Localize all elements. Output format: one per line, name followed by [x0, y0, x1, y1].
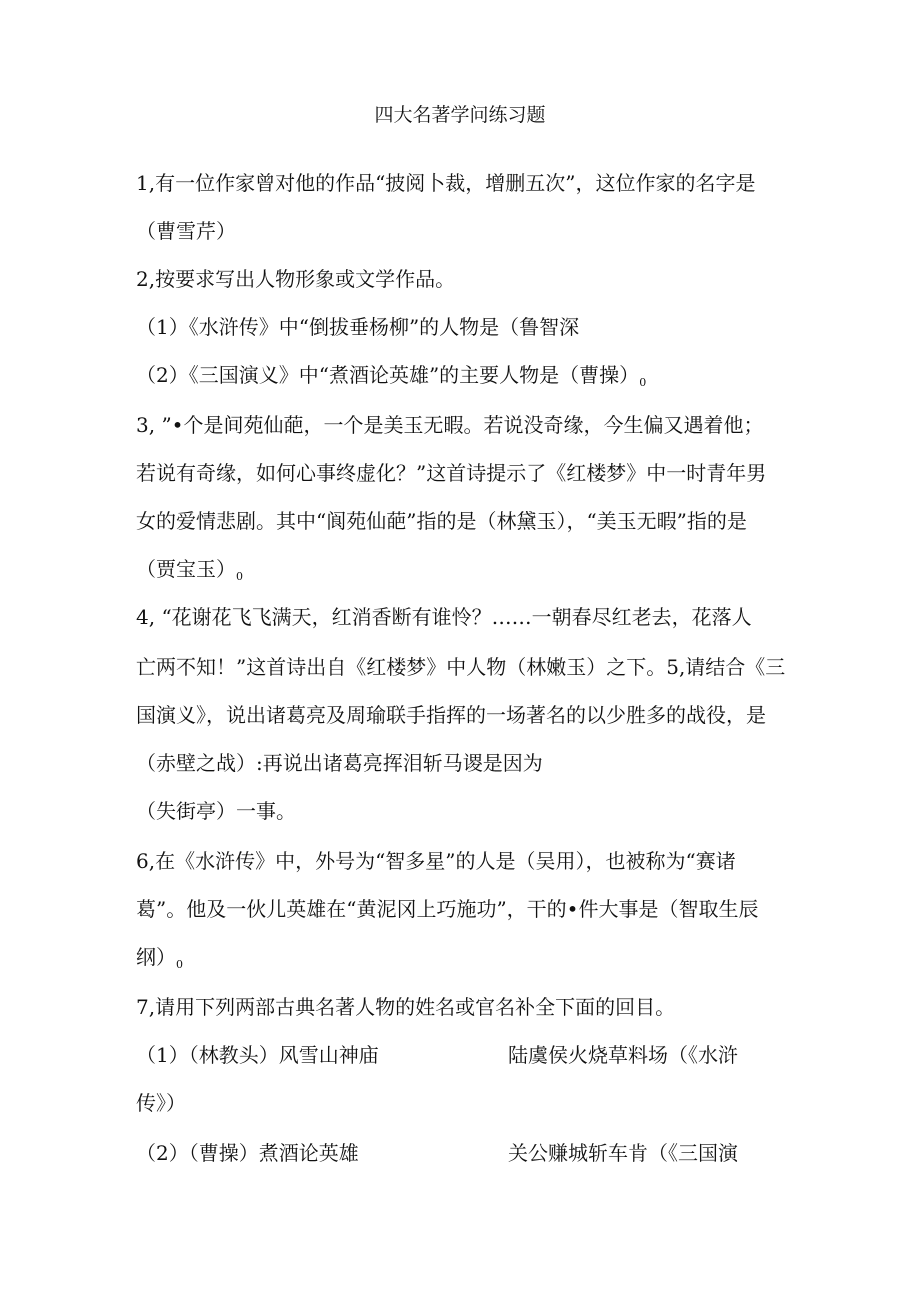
- q7-item2: （2）（曹操）煮酒论英雄: [136, 1141, 359, 1165]
- q6-line3: [136, 942, 183, 980]
- trail-mark: 0: [236, 570, 243, 583]
- document-title: 四大名著学问练习题: [374, 104, 546, 126]
- q5-line4: （失街亭）一事。: [136, 799, 296, 823]
- q1-line2: （曹雪芹）: [136, 219, 236, 243]
- trail-mark: 0: [639, 376, 647, 389]
- q6-line2: 葛”。他及一伙儿英雄在“黄泥冈上巧施功”，干的•件大事是（智取生辰: [136, 897, 759, 921]
- q7-item1-right: 陆虞侯火烧草料场（《水浒: [508, 1043, 738, 1067]
- q6-line1: 6,在《水浒传》中，外号为“智多星”的人是（吴用），也被称为“赛诸: [136, 849, 736, 873]
- q2-item2-text: （2）《三国演义》中“煮酒论英雄”的主要人物是（曹操）: [136, 363, 640, 387]
- q1-line1: 1,有一位作家曾对他的作品“披阅卜裁，增删五次”，这位作家的名字是: [136, 171, 756, 195]
- q7-line1: 7,请用下列两部古典名著人物的姓名或官名补全下面的回目。: [136, 995, 676, 1019]
- trail-mark: 0: [176, 958, 183, 971]
- q3-line3: 女的爱情悲剧。其中“阆苑仙葩”指的是（林黛玉），“美玉无暇”指的是: [136, 509, 747, 533]
- q3-line4: [136, 554, 243, 592]
- q2-item1: （1）《水浒传》中“倒拔垂杨柳”的人物是（鲁智深: [136, 315, 580, 339]
- q7-item2-right: 关公赚城斩车肯（《三国演: [508, 1141, 738, 1165]
- q3-line2: 若说有奇缘，如何心事终虚化？”这首诗提示了《红楼梦》中一时青年男: [136, 461, 767, 485]
- q4-line1: 4, “花谢花飞飞满天，红消香断有谁怜？……一朝春尽红老去，花落人: [136, 605, 752, 629]
- q2-line1: 2,按要求写出人物形象或文学作品。: [136, 267, 456, 291]
- q7-item1: （1）（林教头）风雪山神庙: [136, 1043, 379, 1067]
- q3-line4-text: （贾宝玉）: [136, 557, 236, 581]
- q2-item2: [136, 360, 646, 398]
- q4-line2: 亡两不知！”这首诗出自《红楼梦》中人物（林嫩玉）之下。5,请结合《三: [136, 655, 786, 679]
- q6-line3-text: 纲）: [136, 945, 176, 969]
- q3-line1: 3, ”•个是间苑仙葩，一个是美玉无暇。若说没奇缘，今生偏又遇着他；: [136, 413, 764, 437]
- q7-item1-cont: 传》）: [136, 1091, 186, 1115]
- q5-line2: 国演义》，说出诸葛亮及周瑜联手指挥的一场著名的以少胜多的战役，是: [136, 703, 766, 727]
- q5-line3: （赤壁之战）:再说出诸葛亮挥泪斩马谡是因为: [136, 751, 543, 775]
